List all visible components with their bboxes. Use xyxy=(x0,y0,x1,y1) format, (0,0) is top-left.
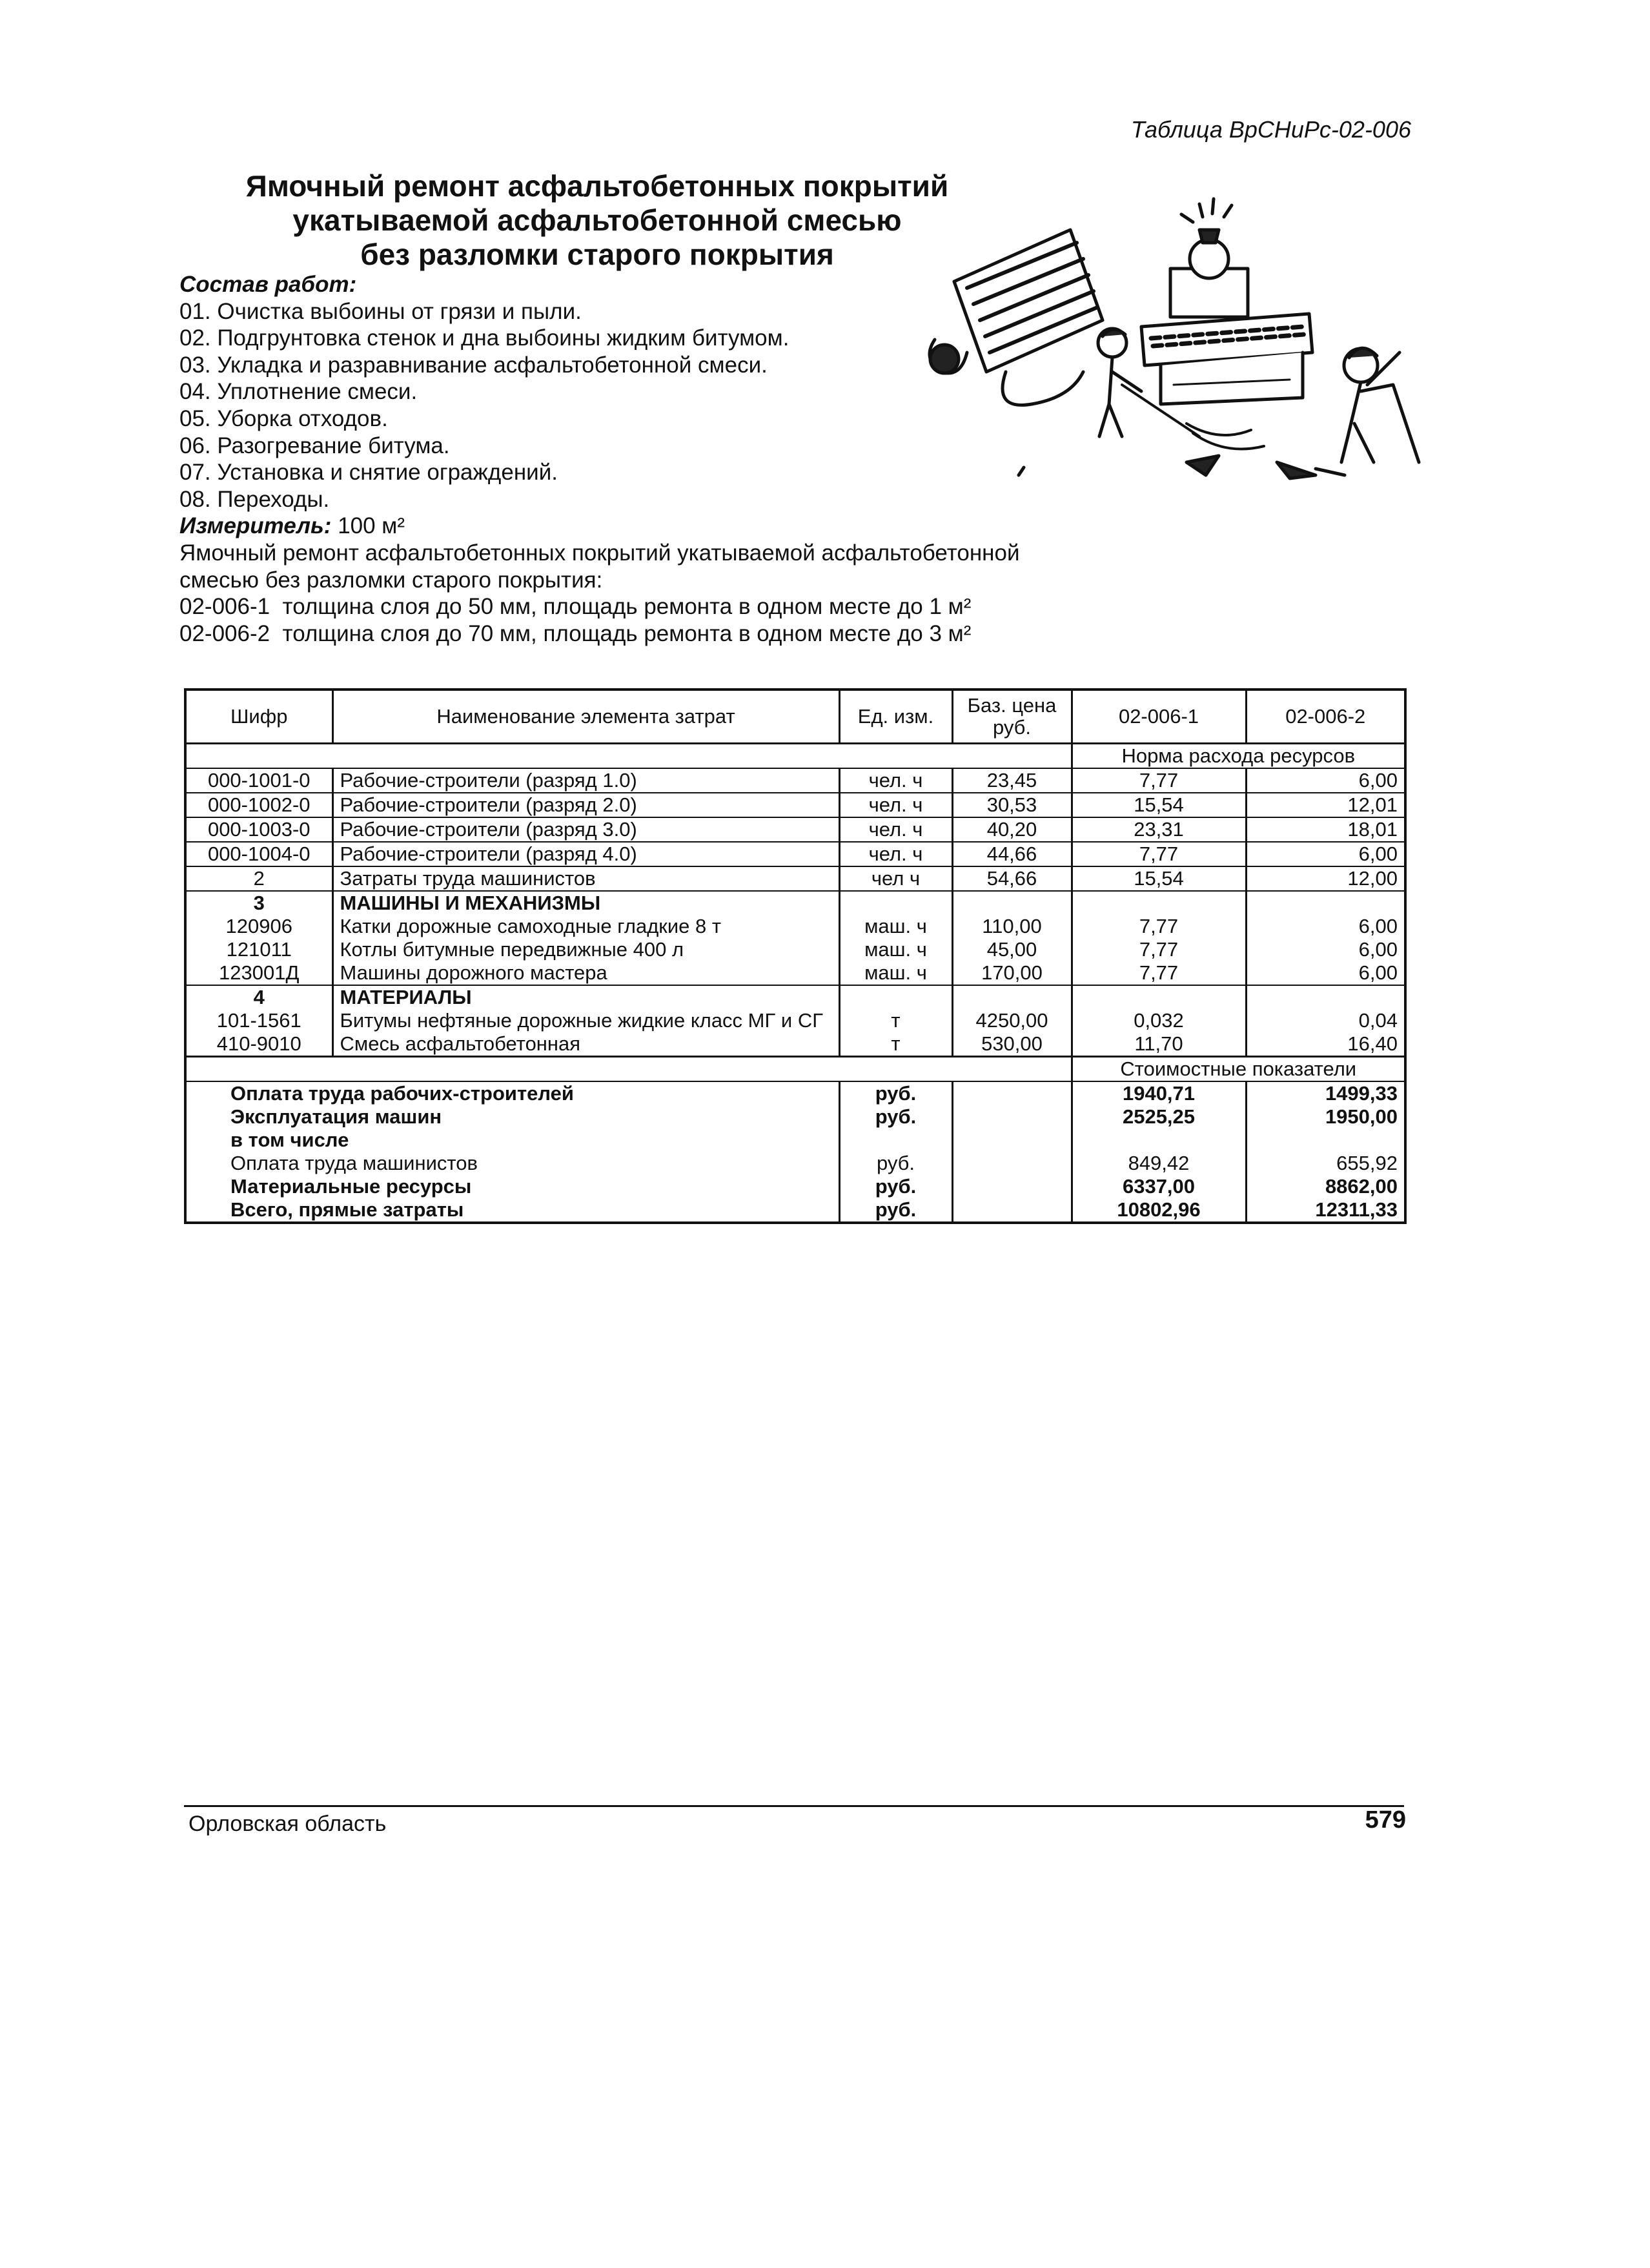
cell-value-1: 11,70 xyxy=(1072,1032,1246,1057)
table-row xyxy=(185,1032,1405,1057)
table-row xyxy=(185,793,1405,817)
cell-value-1: 23,31 xyxy=(1072,817,1246,842)
cell-value-2: 6,00 xyxy=(1246,915,1405,938)
work-item: 03. Укладка и разравнивание асфальтобетонной смеси. xyxy=(179,352,768,378)
cell-unit: маш. ч xyxy=(839,915,952,938)
cell-value-2: 6,00 xyxy=(1246,842,1405,866)
cell-unit: чел. ч xyxy=(839,793,952,817)
cell-unit: чел. ч xyxy=(839,817,952,842)
table-row xyxy=(185,915,1405,938)
work-item: 05. Уборка отходов. xyxy=(179,405,388,431)
cost-value-1: 6337,00 xyxy=(1072,1175,1246,1198)
table-row xyxy=(185,768,1405,793)
table-section-row xyxy=(185,985,1405,1009)
cost-unit: руб. xyxy=(839,1175,952,1198)
cost-value-2: 655,92 xyxy=(1246,1152,1405,1175)
variant-line: 02-006-2 толщина слоя до 70 мм, площадь ремонта в одном месте до 3 м² xyxy=(179,620,972,646)
cost-name: Всего, прямые затраты xyxy=(185,1198,839,1223)
cell-code: 101-1561 xyxy=(185,1009,332,1032)
cost-value-1: 1940,71 xyxy=(1072,1081,1246,1105)
cell-name: Затраты труда машинистов xyxy=(332,866,839,891)
cost-value-1: 849,42 xyxy=(1072,1152,1246,1175)
estimate-table xyxy=(184,688,1407,1224)
cell-price: 110,00 xyxy=(952,915,1072,938)
page-number: 579 xyxy=(1365,1806,1406,1834)
cell-name: Машины дорожного мастера xyxy=(332,961,839,985)
resource-band-row xyxy=(185,744,1405,769)
description-line: Ямочный ремонт асфальтобетонных покрытий укатываемой асфальтобетонной xyxy=(179,540,1020,566)
cell-value-1: 15,54 xyxy=(1072,866,1246,891)
work-item: 06. Разогревание битума. xyxy=(179,433,450,458)
cell-name: Катки дорожные самоходные гладкие 8 т xyxy=(332,915,839,938)
cost-value-1: 10802,96 xyxy=(1072,1198,1246,1223)
cost-name: Оплата труда машинистов xyxy=(185,1152,839,1175)
meter-line xyxy=(179,513,1020,540)
cell-code: 4 xyxy=(185,985,332,1009)
cost-name: Эксплуатация машин xyxy=(185,1105,839,1129)
cost-unit: руб. xyxy=(839,1081,952,1105)
table-row xyxy=(185,1009,1405,1032)
cell-unit: т xyxy=(839,1009,952,1032)
table-section-row xyxy=(185,891,1405,915)
cell-unit: чел. ч xyxy=(839,768,952,793)
cell-value-2: 12,01 xyxy=(1246,793,1405,817)
document-title xyxy=(168,169,1026,272)
footer-divider xyxy=(184,1805,1404,1807)
cell-code: 120906 xyxy=(185,915,332,938)
cell-value-1: 7,77 xyxy=(1072,961,1246,985)
cost-unit: руб. xyxy=(839,1152,952,1175)
cost-row xyxy=(185,1175,1405,1198)
cell-value-2: 12,00 xyxy=(1246,866,1405,891)
cell-name: МАШИНЫ И МЕХАНИЗМЫ xyxy=(332,891,839,915)
variant-line: 02-006-1 толщина слоя до 50 мм, площадь ремонта в одном месте до 1 м² xyxy=(179,594,972,620)
table-row xyxy=(185,938,1405,961)
cell-value-2: 6,00 xyxy=(1246,768,1405,793)
cell-value-2: 18,01 xyxy=(1246,817,1405,842)
cost-value-2: 1499,33 xyxy=(1246,1081,1405,1105)
cell-unit: чел. ч xyxy=(839,842,952,866)
road-repair-illustration xyxy=(915,191,1425,495)
cell-unit: маш. ч xyxy=(839,938,952,961)
cost-unit: руб. xyxy=(839,1105,952,1129)
cell-unit: т xyxy=(839,1032,952,1057)
cell-name: Смесь асфальтобетонная xyxy=(332,1032,839,1057)
meter-heading: Измеритель: xyxy=(179,513,332,539)
work-item: 08. Переходы. xyxy=(179,486,330,512)
cell-price: 40,20 xyxy=(952,817,1072,842)
table-row xyxy=(185,866,1405,891)
cell-code: 2 xyxy=(185,866,332,891)
header-variant-2: 02-006-2 xyxy=(1246,690,1405,744)
cost-value-2: 12311,33 xyxy=(1246,1198,1405,1223)
cell-name: Рабочие-строители (разряд 3.0) xyxy=(332,817,839,842)
cost-band-label: Стоимостные показатели xyxy=(1072,1057,1405,1082)
table-header-row xyxy=(185,690,1405,744)
header-unit: Ед. изм. xyxy=(839,690,952,744)
cell-name: Рабочие-строители (разряд 1.0) xyxy=(332,768,839,793)
cell-value-1: 15,54 xyxy=(1072,793,1246,817)
cell-price: 530,00 xyxy=(952,1032,1072,1057)
cost-value-2: 1950,00 xyxy=(1246,1105,1405,1129)
cell-value-1: 7,77 xyxy=(1072,842,1246,866)
meter-value: 100 м² xyxy=(338,513,405,539)
cell-name: Рабочие-строители (разряд 2.0) xyxy=(332,793,839,817)
resource-band-label: Норма расхода ресурсов xyxy=(1072,744,1405,769)
work-item: 07. Установка и снятие ограждений. xyxy=(179,460,558,485)
header-code: Шифр xyxy=(185,690,332,744)
header-name: Наименование элемента затрат xyxy=(332,690,839,744)
cell-value-2: 0,04 xyxy=(1246,1009,1405,1032)
cell-code: 000-1001-0 xyxy=(185,768,332,793)
cell-code: 000-1004-0 xyxy=(185,842,332,866)
work-item: 04. Уплотнение смеси. xyxy=(179,379,418,405)
cell-name: Битумы нефтяные дорожные жидкие класс МГ и СГ xyxy=(332,1009,839,1032)
title-line: без разломки старого покрытия xyxy=(360,238,834,271)
footer-region: Орловская область xyxy=(188,1812,387,1836)
work-item: 01. Очистка выбоины от грязи и пыли. xyxy=(179,298,582,324)
cell-value-2: 16,40 xyxy=(1246,1032,1405,1057)
cell-price: 54,66 xyxy=(952,866,1072,891)
description-line: смесью без разломки старого покрытия: xyxy=(179,567,603,593)
cell-value-2: 6,00 xyxy=(1246,938,1405,961)
table-row xyxy=(185,817,1405,842)
cell-price: 4250,00 xyxy=(952,1009,1072,1032)
cell-price: 44,66 xyxy=(952,842,1072,866)
cell-unit: маш. ч xyxy=(839,961,952,985)
cell-name: МАТЕРИАЛЫ xyxy=(332,985,839,1009)
cell-price: 45,00 xyxy=(952,938,1072,961)
cost-row xyxy=(185,1152,1405,1175)
cost-row xyxy=(185,1081,1405,1105)
title-line: укатываемой асфальтобетонной смесью xyxy=(292,203,902,237)
cost-name: в том числе xyxy=(185,1129,839,1152)
cell-name: Рабочие-строители (разряд 4.0) xyxy=(332,842,839,866)
cell-code: 3 xyxy=(185,891,332,915)
cell-value-1: 7,77 xyxy=(1072,915,1246,938)
cell-code: 123001Д xyxy=(185,961,332,985)
table-row xyxy=(185,961,1405,985)
cost-unit: руб. xyxy=(839,1198,952,1223)
cell-code: 121011 xyxy=(185,938,332,961)
cost-value-1: 2525,25 xyxy=(1072,1105,1246,1129)
header-price: Баз. цена руб. xyxy=(952,690,1072,744)
cost-row xyxy=(185,1105,1405,1129)
header-variant-1: 02-006-1 xyxy=(1072,690,1246,744)
cost-name: Материальные ресурсы xyxy=(185,1175,839,1198)
cell-code: 000-1003-0 xyxy=(185,817,332,842)
cell-value-2: 6,00 xyxy=(1246,961,1405,985)
cell-code: 410-9010 xyxy=(185,1032,332,1057)
cost-name: Оплата труда рабочих-строителей xyxy=(185,1081,839,1105)
works-heading: Состав работ: xyxy=(179,272,357,297)
cell-price: 170,00 xyxy=(952,961,1072,985)
table-row xyxy=(185,842,1405,866)
work-scope xyxy=(179,271,1020,647)
cell-value-1: 7,77 xyxy=(1072,938,1246,961)
work-item: 02. Подгрунтовка стенок и дна выбоины жидким битумом. xyxy=(179,325,789,351)
cost-value-2: 8862,00 xyxy=(1246,1175,1405,1198)
cell-name: Котлы битумные передвижные 400 л xyxy=(332,938,839,961)
table-code: Таблица ВрСНиРс-02-006 xyxy=(1130,116,1411,143)
cell-unit: чел ч xyxy=(839,866,952,891)
cost-band-row xyxy=(185,1057,1405,1082)
cell-price: 30,53 xyxy=(952,793,1072,817)
cell-price: 23,45 xyxy=(952,768,1072,793)
cell-value-1: 0,032 xyxy=(1072,1009,1246,1032)
cell-value-1: 7,77 xyxy=(1072,768,1246,793)
cost-row xyxy=(185,1198,1405,1223)
cell-code: 000-1002-0 xyxy=(185,793,332,817)
cost-row xyxy=(185,1129,1405,1152)
title-line: Ямочный ремонт асфальтобетонных покрытий xyxy=(245,169,949,203)
